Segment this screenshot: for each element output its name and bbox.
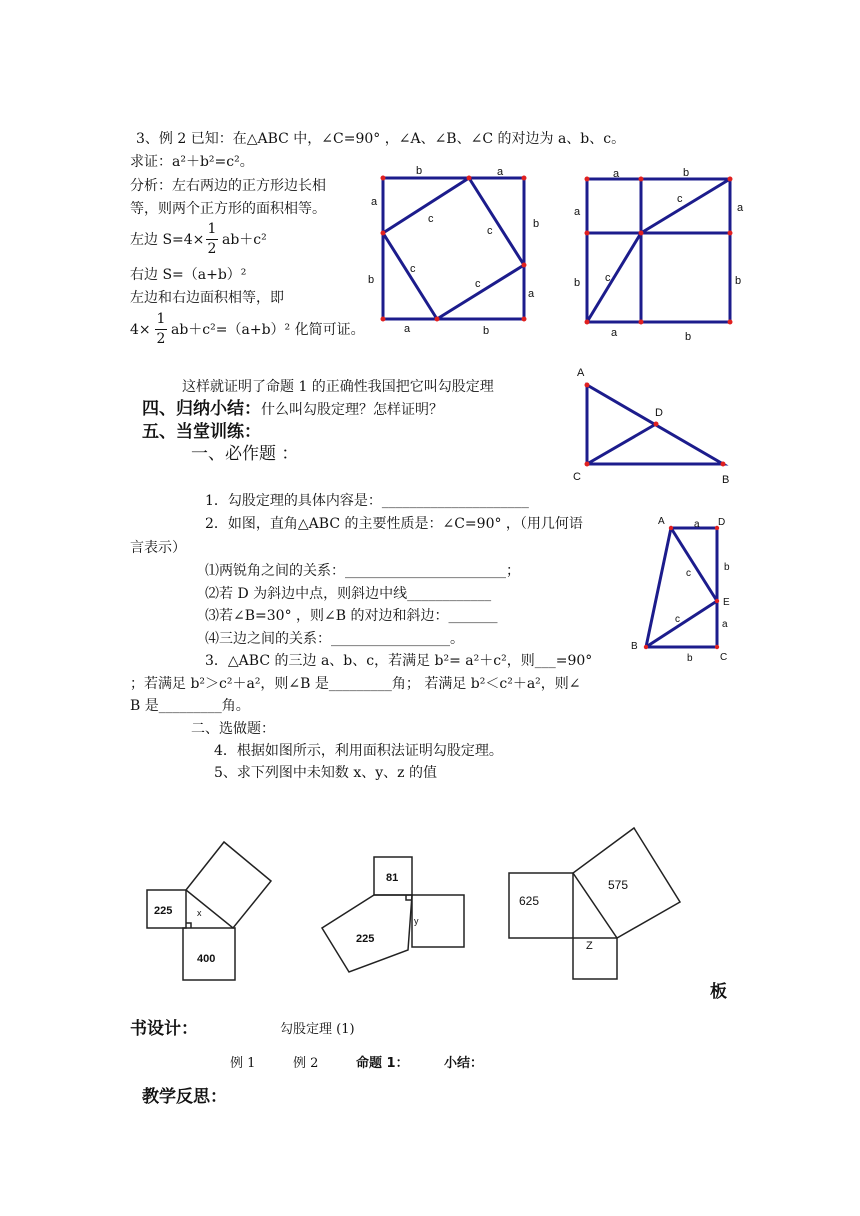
board-label-part-2: 书设计： bbox=[130, 1019, 198, 1039]
triangle-label-b: B bbox=[722, 474, 730, 486]
left-fig-label: c bbox=[475, 278, 481, 290]
question-3-line-2: ；若满足 b²＞c²＋a²，则∠B 是_________角； 若满足 b²＜c²＋a²，则∠ bbox=[130, 676, 581, 692]
trapezoid-label: A bbox=[658, 516, 665, 527]
question-2-line-1: 2．如图，直角△ABC 的主要性质是：∠C=90° ，（用几何语 bbox=[205, 516, 583, 532]
triangle-label-a: A bbox=[577, 367, 585, 379]
fraction-denominator-2: 2 bbox=[156, 331, 166, 347]
square-81: 81 bbox=[386, 872, 399, 884]
left-fig-label: c bbox=[487, 225, 493, 237]
unknown-y: y bbox=[414, 916, 419, 926]
question-3-line-3: B 是_________角。 bbox=[130, 698, 250, 714]
trapezoid-label: C bbox=[720, 652, 728, 663]
left-fig-label: b bbox=[483, 325, 490, 337]
right-fig-label: a bbox=[737, 202, 744, 214]
square-625: 625 bbox=[519, 894, 540, 908]
board-title: 勾股定理 (1) bbox=[280, 1022, 355, 1037]
question-4: 4．根据如图所示，利用面积法证明勾股定理。 bbox=[214, 743, 503, 759]
teaching-reflection: 教学反思： bbox=[142, 1087, 227, 1107]
equation-prefix: 4× bbox=[130, 322, 151, 338]
right-fig-label: b bbox=[735, 275, 742, 287]
square-575: 575 bbox=[608, 878, 629, 892]
question-2-line-2: 言表示） bbox=[130, 540, 186, 556]
fraction-numerator-2: 1 bbox=[156, 311, 166, 327]
square-400: 400 bbox=[197, 953, 216, 965]
left-fig-label: c bbox=[410, 263, 416, 275]
right-fig-label: a bbox=[611, 327, 618, 339]
trapezoid-label: c bbox=[686, 568, 691, 579]
unknown-x: x bbox=[197, 908, 202, 918]
example2-statement: 3、例 2 已知：在△ABC 中，∠C=90° ，∠A、∠B、∠C 的对边为 a、b、c。 bbox=[136, 131, 626, 147]
analysis-line-1: 分析：左右两边的正方形边长相 bbox=[130, 178, 326, 194]
left-area-prefix: 左边 S=4× bbox=[130, 232, 205, 248]
question-5: 5、求下列图中未知数 x、y、z 的值 bbox=[214, 765, 437, 781]
section4-heading: 四、归纳小结： bbox=[142, 399, 261, 419]
board-item-3: 命题 1： bbox=[356, 1056, 409, 1071]
conclusion-line: 这样就证明了命题 1 的正确性我国把它叫勾股定理 bbox=[182, 379, 494, 395]
right-fig-label: b bbox=[683, 167, 690, 179]
triangle-label-d: D bbox=[655, 407, 663, 419]
trapezoid-label: b bbox=[687, 653, 693, 664]
question-2-part-2: ⑵若 D 为斜边中点，则斜边中线____________ bbox=[205, 586, 492, 602]
equation-suffix: ab＋c²=（a+b）² 化简可证。 bbox=[171, 322, 365, 338]
left-fig-label: b bbox=[533, 218, 540, 230]
required-title: 一、必作题 ： bbox=[191, 444, 299, 464]
left-fig-label: a bbox=[371, 196, 378, 208]
analysis-line-2: 等，则两个正方形的面积相等。 bbox=[130, 201, 326, 217]
trapezoid-label: B bbox=[631, 641, 638, 652]
example2-prove: 求证：a²＋b²=c²。 bbox=[130, 154, 254, 170]
optional-title: 二、选做题： bbox=[191, 721, 275, 737]
left-fig-label: b bbox=[416, 165, 423, 177]
board-item-2: 例 2 bbox=[293, 1056, 319, 1071]
trapezoid-label: D bbox=[718, 517, 726, 528]
left-fig-label: a bbox=[528, 288, 535, 300]
areas-equal: 左边和右边面积相等，即 bbox=[130, 290, 284, 306]
right-area: 右边 S=（a+b）² bbox=[130, 267, 247, 283]
fraction-denominator: 2 bbox=[207, 241, 217, 257]
section5-heading: 五、当堂训练： bbox=[142, 422, 261, 442]
right-fig-label: b bbox=[574, 277, 581, 289]
question-2-part-4: ⑷三边之间的关系：_________________。 bbox=[205, 631, 464, 647]
left-fig-label: c bbox=[428, 213, 434, 225]
right-fig-label: a bbox=[613, 168, 620, 180]
triangle-label-c: C bbox=[573, 471, 581, 483]
board-item-1: 例 1 bbox=[230, 1056, 256, 1071]
board-item-4: 小结： bbox=[444, 1056, 484, 1071]
unknown-z: Z bbox=[586, 940, 593, 952]
trapezoid-label: E bbox=[723, 597, 730, 608]
question-2-part-1: ⑴两锐角之间的关系：_______________________； bbox=[205, 563, 520, 579]
left-fig-label: a bbox=[497, 166, 504, 178]
right-fig-label: c bbox=[677, 193, 683, 205]
section4-text: 什么叫勾股定理？怎样证明？ bbox=[261, 402, 443, 418]
trapezoid-label: a bbox=[694, 519, 700, 530]
trapezoid-label: b bbox=[724, 562, 730, 573]
left-fig-label: a bbox=[404, 323, 411, 335]
trapezoid-label: a bbox=[722, 619, 728, 630]
question-2-part-3: ⑶若∠B=30° ，则∠B 的对边和斜边：_______ bbox=[205, 608, 498, 624]
question-1: 1．勾股定理的具体内容是：_____________________ bbox=[205, 493, 529, 509]
trapezoid-label: c bbox=[675, 614, 680, 625]
right-fig-label: b bbox=[685, 331, 692, 343]
left-area-suffix: ab＋c² bbox=[222, 232, 267, 248]
right-fig-label: c bbox=[605, 272, 611, 284]
trapezoid-figure bbox=[646, 528, 717, 647]
right-fig-label: a bbox=[574, 206, 581, 218]
fraction-numerator: 1 bbox=[207, 221, 217, 237]
right-square-figure bbox=[587, 179, 730, 322]
square-225: 225 bbox=[154, 905, 173, 917]
board-label-part-1: 板 bbox=[710, 982, 727, 1002]
question-3-line-1: 3．△ABC 的三边 a、b、c，若满足 b²= a²＋c²，则___=90° bbox=[205, 653, 593, 669]
left-fig-label: b bbox=[368, 274, 375, 286]
square-225-b: 225 bbox=[356, 933, 375, 945]
